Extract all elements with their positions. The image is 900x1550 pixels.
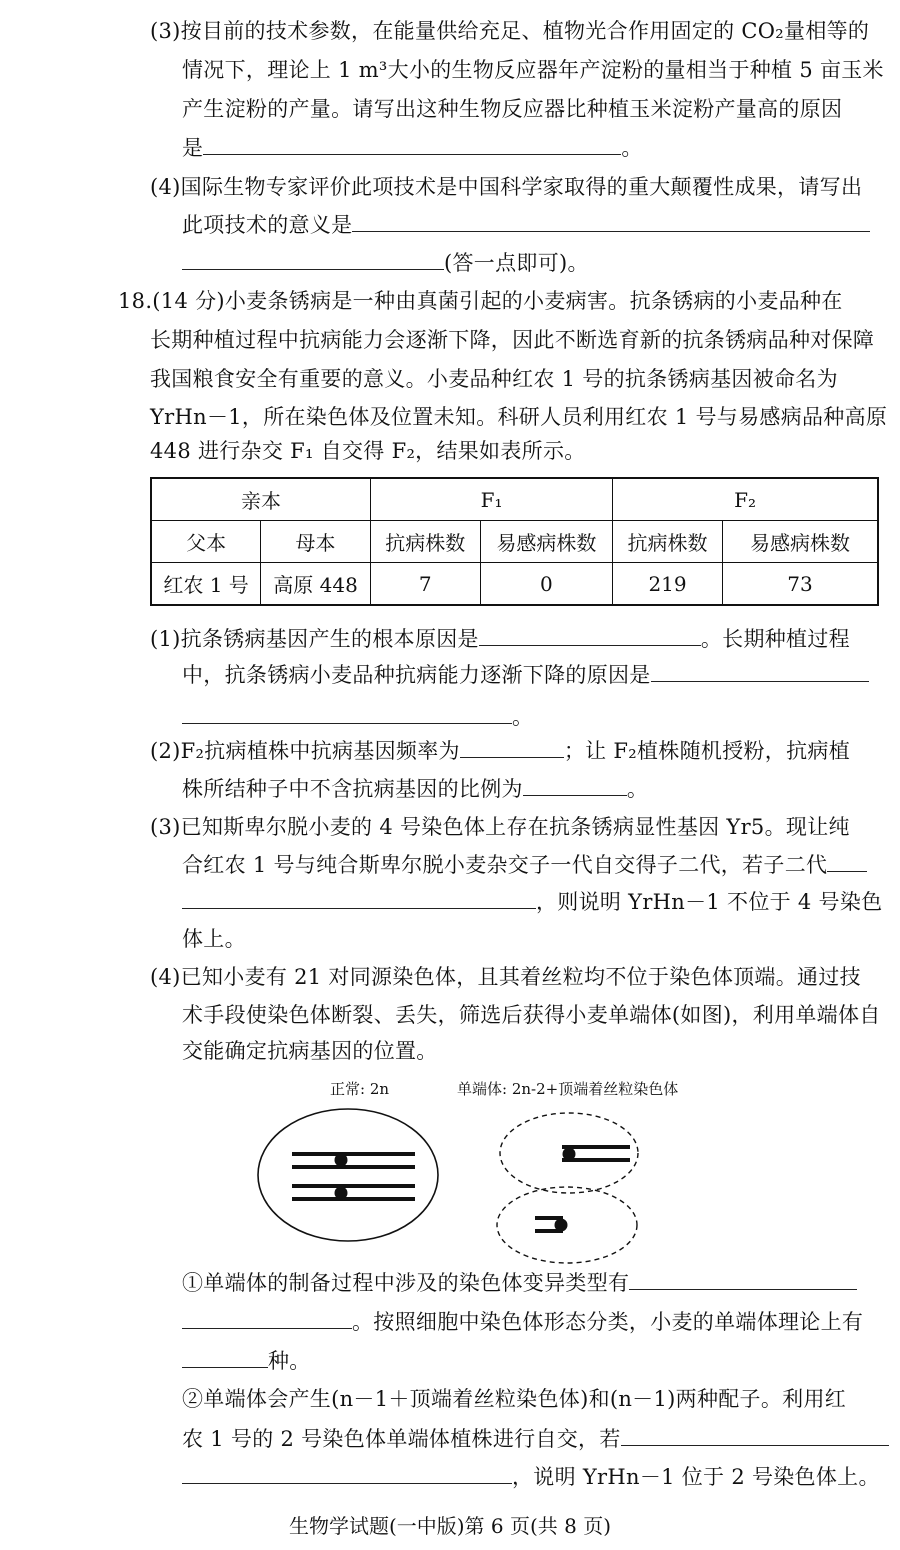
q18-s2-answer-blank-1[interactable] xyxy=(460,737,564,758)
q18-c1-text2: 。按照细胞中染色体形态分类，小麦的单端体理论上有 xyxy=(352,1310,864,1334)
q18-s2-line1 xyxy=(150,736,850,766)
q18-c2-line2 xyxy=(182,1424,889,1454)
q18-s2-end: 。 xyxy=(626,777,649,801)
q18-s1-text3: 中，抗条锈病小麦品种抗病能力逐渐下降的原因是 xyxy=(182,663,651,687)
q17-part4-label: 此项技术的意义是 xyxy=(182,213,353,237)
q17-part3-line4 xyxy=(182,133,643,163)
table-header-row xyxy=(151,478,878,521)
q17-part3-line3: 产生淀粉的产量。请写出这种生物反应器比种植玉米淀粉产量高的原因 xyxy=(182,97,843,121)
q18-s2-answer-blank-2[interactable] xyxy=(523,775,627,796)
q18-c1-answer-blank-3[interactable] xyxy=(182,1347,268,1368)
q18-s3-line1: (3)已知斯卑尔脱小麦的 4 号染色体上存在抗条锈病显性基因 Yr5。现让纯 xyxy=(150,815,850,839)
q18-s4-line2: 术手段使染色体断裂、丢失，筛选后获得小麦单端体(如图)，利用单端体自 xyxy=(182,1003,881,1027)
q18-s1-line2 xyxy=(182,660,869,690)
q17-part3-line2: 情况下，理论上 1 m³大小的生物反应器年产淀粉的量相当于种植 5 亩玉米 xyxy=(182,58,884,82)
q18-s3-text1: 合红农 1 号与纯合斯卑尔脱小麦杂交子一代自交得子二代，若子二代 xyxy=(182,853,828,877)
q17-part3-end: 。 xyxy=(621,136,643,160)
q18-c2-text1: 农 1 号的 2 号染色体单端体植株进行自交，若 xyxy=(182,1427,621,1451)
q18-c2-line3 xyxy=(182,1462,880,1492)
q18-s3-text2: ，则说明 YrHn－1 不位于 4 号染色 xyxy=(536,890,883,914)
q17-part4-note: (答一点即可)。 xyxy=(444,251,589,275)
header-f2: F₂ xyxy=(613,478,878,521)
q18-c1-line1 xyxy=(182,1268,857,1298)
figure-label-monotelosomic: 单端体: 2n-2+顶端着丝粒染色体 xyxy=(457,1080,679,1098)
q18-c1-text1: ①单端体的制备过程中涉及的染色体变异类型有 xyxy=(182,1271,630,1295)
q17-part4-line1: (4)国际生物专家评价此项技术是中国科学家取得的重大颠覆性成果，请写出 xyxy=(150,175,863,199)
q18-s2-text1: (2)F₂抗病植株中抗病基因频率为 xyxy=(150,739,460,763)
q18-c1-answer-blank-1[interactable] xyxy=(629,1269,857,1290)
table-cell: 219 xyxy=(613,563,723,606)
q18-s2-text3: 株所结种子中不含抗病基因的比例为 xyxy=(182,777,523,801)
subheader-cell: 抗病株数 xyxy=(370,521,480,563)
table-cell: 73 xyxy=(722,563,878,606)
table-cell: 0 xyxy=(480,563,613,606)
q18-intro-line3: 我国粮食安全有重要的意义。小麦品种红农 1 号的抗条锈病基因被命名为 xyxy=(150,367,838,391)
centromere xyxy=(563,1148,576,1161)
q18-c2-text2: ，说明 YrHn－1 位于 2 号染色体上。 xyxy=(512,1465,880,1489)
page-footer: 生物学试题(一中版)第 6 页(共 8 页) xyxy=(288,1514,612,1538)
monotelosomic-cells xyxy=(497,1113,638,1263)
q18-c1-line3 xyxy=(182,1346,311,1376)
q18-intro-line4: YrHn－1，所在染色体及位置未知。科研人员利用红农 1 号与易感病品种高原 xyxy=(150,405,888,429)
q17-part4-answer-blank-1[interactable] xyxy=(352,211,870,232)
q18-intro-line1: 18.(14 分)小麦条锈病是一种由真菌引起的小麦病害。抗条锈病的小麦品种在 xyxy=(118,289,843,313)
centromere xyxy=(335,1187,348,1200)
normal-cell xyxy=(258,1109,438,1241)
table-cell: 红农 1 号 xyxy=(151,563,261,606)
q17-part4-line3 xyxy=(182,248,589,278)
q18-s1-line1 xyxy=(150,624,850,654)
figure-label-normal: 正常: 2n xyxy=(330,1080,390,1098)
header-parent: 亲本 xyxy=(151,478,370,521)
q17-part3-answer-blank[interactable] xyxy=(203,134,621,155)
subheader-cell: 抗病株数 xyxy=(613,521,723,563)
chromosome-figure xyxy=(250,1095,670,1275)
genetics-results-table xyxy=(150,477,879,606)
subheader-cell: 易感病株数 xyxy=(722,521,878,563)
normal-cell-outline xyxy=(258,1109,438,1241)
q18-intro-line2: 长期种植过程中抗病能力会逐渐下降，因此不断选育新的抗条锈病品种对保障 xyxy=(150,328,875,352)
q18-s4-line3: 交能确定抗病基因的位置。 xyxy=(182,1039,438,1063)
q18-s1-answer-blank-2[interactable] xyxy=(651,661,869,682)
q18-s2-line2 xyxy=(182,774,648,804)
q18-s4-line1: (4)已知小麦有 21 对同源染色体，且其着丝粒均不位于染色体顶端。通过技 xyxy=(150,965,861,989)
q17-part3-line1: (3)按目前的技术参数，在能量供给充足、植物光合作用固定的 CO₂量相等的 xyxy=(150,19,870,43)
subheader-cell: 易感病株数 xyxy=(480,521,613,563)
q18-c2-answer-blank-2[interactable] xyxy=(182,1463,512,1484)
table-cell: 7 xyxy=(370,563,480,606)
table-row xyxy=(151,563,878,606)
q17-part4-answer-blank-2[interactable] xyxy=(182,249,444,270)
q17-part4-line2 xyxy=(182,210,870,240)
header-f1: F₁ xyxy=(370,478,612,521)
q18-s1-end: 。 xyxy=(512,705,534,729)
subheader-cell: 父本 xyxy=(151,521,261,563)
q18-s1-answer-blank-3[interactable] xyxy=(182,703,512,724)
q18-s1-text1: (1)抗条锈病基因产生的根本原因是 xyxy=(150,627,479,651)
q18-c2-line1: ②单端体会产生(n－1＋顶端着丝粒染色体)和(n－1)两种配子。利用红 xyxy=(182,1387,847,1411)
table-subheader-row xyxy=(151,521,878,563)
q18-s1-answer-blank-1[interactable] xyxy=(479,625,701,646)
q18-s3-line4: 体上。 xyxy=(182,927,246,951)
q18-s1-text2: 。长期种植过程 xyxy=(700,627,850,651)
q18-s3-answer-blank-2[interactable] xyxy=(182,888,536,909)
centromere xyxy=(335,1154,348,1167)
centromere xyxy=(555,1219,568,1232)
subheader-cell: 母本 xyxy=(261,521,371,563)
q18-c1-answer-blank-2[interactable] xyxy=(182,1308,352,1329)
q18-c2-answer-blank-1[interactable] xyxy=(621,1425,889,1446)
table-cell: 高原 448 xyxy=(261,563,371,606)
q18-s1-line3 xyxy=(182,702,533,732)
q18-c1-end: 种。 xyxy=(268,1349,311,1373)
q18-s3-line3 xyxy=(182,887,882,917)
q18-intro-line5: 448 进行杂交 F₁ 自交得 F₂，结果如表所示。 xyxy=(150,439,586,463)
q18-s3-answer-blank-1[interactable] xyxy=(827,851,867,872)
q17-part3-label: 是 xyxy=(182,136,204,160)
q18-s2-text2: ；让 F₂植株随机授粉，抗病植 xyxy=(563,739,851,763)
q18-s3-line2 xyxy=(182,850,867,880)
q18-c1-line2 xyxy=(182,1307,863,1337)
